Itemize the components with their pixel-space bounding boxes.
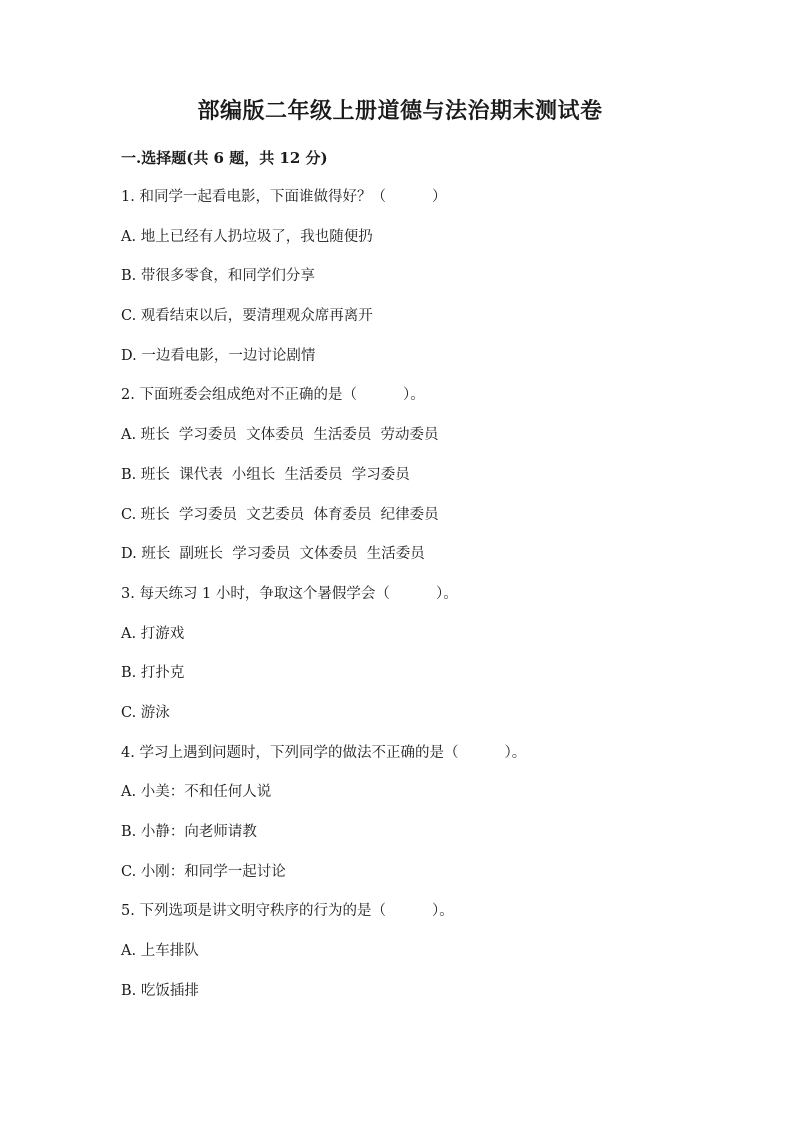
question-2-option-d: D. 班长 副班长 学习委员 文体委员 生活委员 (121, 546, 425, 563)
question-1-option-a: A. 地上已经有人扔垃圾了，我也随便扔 (121, 228, 373, 245)
question-1-option-c: C. 观看结束以后，要清理观众席再离开 (121, 308, 373, 325)
question-4-option-c: C. 小刚：和同学一起讨论 (121, 863, 286, 880)
question-2-option-c: C. 班长 学习委员 文艺委员 体育委员 纪律委员 (121, 506, 439, 523)
question-5-option-b: B. 吃饭插排 (121, 982, 199, 999)
question-1-option-d: D. 一边看电影，一边讨论剧情 (121, 347, 316, 364)
question-2-option-a: A. 班长 学习委员 文体委员 生活委员 劳动委员 (121, 427, 439, 444)
question-4-option-b: B. 小静：向老师请教 (121, 824, 257, 840)
question-4-option-a: A. 小美：不和任何人说 (121, 784, 272, 801)
exam-title: 部编版二年级上册道德与法治期末测试卷 (197, 98, 603, 124)
question-list (121, 185, 741, 1018)
question-4-stem: 4. 学习上遇到问题时，下列同学的做法不正确的是（ ）。 (121, 744, 527, 761)
question-2-option-b: B. 班长 课代表 小组长 生活委员 学习委员 (121, 466, 410, 483)
question-3-option-c: C. 游泳 (121, 704, 170, 721)
question-3-option-b: B. 打扑克 (121, 665, 185, 682)
question-3-option-a: A. 打游戏 (121, 625, 185, 642)
question-2-stem: 2. 下面班委会组成绝对不正确的是（ ）。 (121, 387, 425, 404)
question-5-stem: 5. 下列选项是讲文明守秩序的行为的是（ ）。 (121, 903, 454, 920)
section-heading: 一.选择题(共 6 题，共 12 分) (121, 149, 328, 167)
question-3-stem: 3. 每天练习 1 小时，争取这个暑假学会（ ）。 (121, 585, 458, 602)
question-1-stem: 1. 和同学一起看电影，下面谁做得好？（ ） (121, 189, 447, 205)
question-1-option-b: B. 带很多零食，和同学们分享 (121, 268, 315, 285)
question-5-option-a: A. 上车排队 (121, 943, 199, 960)
